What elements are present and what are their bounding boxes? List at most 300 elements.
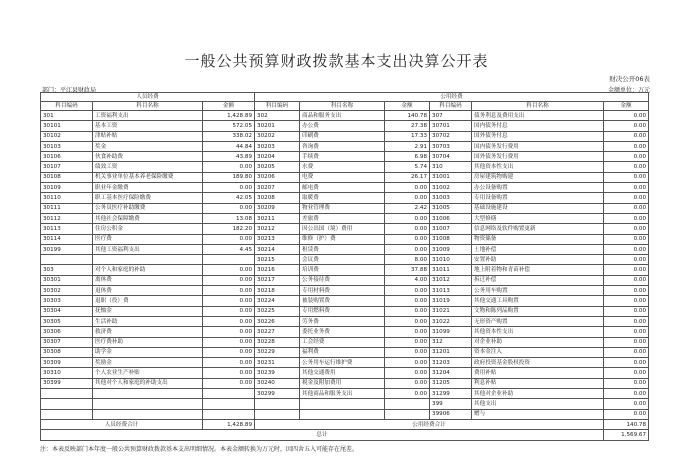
- table-cell: 2.42: [385, 203, 430, 213]
- table-cell: 31022: [430, 316, 472, 326]
- table-cell: 30111: [41, 203, 93, 213]
- table-cell: 30307: [41, 337, 93, 347]
- table-cell: 30203: [255, 141, 300, 151]
- table-cell: [385, 399, 430, 409]
- table-row: [41, 234, 649, 244]
- table-cell: 0.00: [385, 183, 430, 193]
- table-cell: 31012: [430, 275, 472, 285]
- table-cell: 140.78: [385, 111, 430, 121]
- grand-total-label: 总计: [41, 430, 604, 440]
- table-cell: 30306: [41, 327, 93, 337]
- table-cell: 1,428.89: [203, 111, 255, 121]
- table-row: [41, 131, 649, 141]
- table-cell: 30704: [430, 152, 472, 162]
- table-cell: 公务员医疗补助缴费: [93, 203, 203, 213]
- table-cell: 办公设备购置: [472, 183, 604, 193]
- table-cell: 27.38: [385, 121, 430, 131]
- table-cell: 0.00: [203, 368, 255, 378]
- table-cell: 30207: [255, 183, 300, 193]
- table-cell: 30114: [41, 234, 93, 244]
- table-cell: 奖金: [93, 141, 203, 151]
- table-cell: 办公费: [300, 121, 385, 131]
- table-cell: 0.00: [203, 337, 255, 347]
- table-cell: 咨询费: [300, 141, 385, 151]
- table-cell: 0.00: [604, 213, 649, 223]
- personnel-total-label: 人员经费合计: [41, 419, 203, 429]
- table-row: [41, 162, 649, 172]
- table-cell: 30308: [41, 347, 93, 357]
- table-cell: 0.00: [203, 316, 255, 326]
- table-cell: 0.00: [203, 378, 255, 388]
- table-cell: 公务接待费: [300, 275, 385, 285]
- column-header: 科目名称: [93, 102, 203, 111]
- table-cell: [255, 399, 300, 409]
- table-cell: 资本金注入: [472, 347, 604, 357]
- table-cell: 31205: [430, 378, 472, 388]
- table-row: [41, 286, 649, 296]
- table-row: [41, 296, 649, 306]
- table-cell: [203, 255, 255, 265]
- table-cell: [203, 399, 255, 409]
- table-cell: 30701: [430, 121, 472, 131]
- table-cell: 委托业务费: [300, 327, 385, 337]
- table-cell: 职业年金缴费: [93, 183, 203, 193]
- table-cell: 31021: [430, 306, 472, 316]
- table-cell: 43.89: [203, 152, 255, 162]
- table-cell: 0.00: [203, 234, 255, 244]
- table-row: [41, 183, 649, 193]
- table-row: [41, 244, 649, 254]
- table-row: [41, 378, 649, 388]
- table-cell: 0.00: [385, 296, 430, 306]
- table-cell: 302: [255, 111, 300, 121]
- table-cell: 其他对个人和家庭的补助支出: [93, 378, 203, 388]
- table-cell: 国外债务发行费用: [472, 152, 604, 162]
- table-cell: 费用补贴: [472, 368, 604, 378]
- table-cell: 专用燃料费: [300, 306, 385, 316]
- table-cell: 30108: [41, 172, 93, 182]
- table-row: [41, 337, 649, 347]
- table-cell: 助学金: [93, 347, 203, 357]
- table-cell: 绩效工资: [93, 162, 203, 172]
- table-cell: 189.80: [203, 172, 255, 182]
- table-row: [41, 275, 649, 285]
- table-cell: 31006: [430, 213, 472, 223]
- table-cell: 0.00: [604, 399, 649, 409]
- public-total-value: 140.78: [604, 419, 649, 429]
- table-cell: 基础设施建设: [472, 203, 604, 213]
- subtotal-row: [41, 419, 649, 429]
- table-cell: 对企业补助: [472, 337, 604, 347]
- table-row: [41, 152, 649, 162]
- table-cell: 0.00: [203, 265, 255, 275]
- table-row: [41, 327, 649, 337]
- table-cell: 对个人和家庭的补助: [93, 265, 203, 275]
- table-cell: 30217: [255, 275, 300, 285]
- table-row: [41, 213, 649, 223]
- table-cell: 商品和服务支出: [300, 111, 385, 121]
- table-cell: 0.00: [604, 347, 649, 357]
- table-cell: 0.00: [385, 286, 430, 296]
- table-cell: 30227: [255, 327, 300, 337]
- table-row: [41, 121, 649, 131]
- table-cell: 退职（役）费: [93, 296, 203, 306]
- table-cell: 被装购置费: [300, 296, 385, 306]
- table-cell: 公务用车运行维护费: [300, 358, 385, 368]
- table-cell: 会议费: [300, 255, 385, 265]
- table-cell: 30213: [255, 234, 300, 244]
- table-cell: 利息补贴: [472, 378, 604, 388]
- table-cell: 30226: [255, 316, 300, 326]
- table-row: [41, 172, 649, 182]
- table-cell: 30102: [41, 131, 93, 141]
- footnote: 注：本表反映部门本年度一般公共预算财政拨款基本支出明细情况。本表金额转换为万元时，因四舍五入可能存在尾差。: [40, 446, 359, 453]
- table-cell: 4.00: [385, 275, 430, 285]
- table-cell: 其他对企业补助: [472, 389, 604, 399]
- table-cell: 0.00: [203, 327, 255, 337]
- table-cell: 30702: [430, 131, 472, 141]
- table-cell: 0.00: [385, 389, 430, 399]
- table-cell: 30211: [255, 213, 300, 223]
- table-cell: 0.00: [385, 316, 430, 326]
- table-cell: [41, 409, 93, 419]
- table-cell: 6.98: [385, 152, 430, 162]
- table-cell: 抚恤金: [93, 306, 203, 316]
- table-cell: 0.00: [604, 378, 649, 388]
- table-cell: 30112: [41, 213, 93, 223]
- table-cell: 30209: [255, 203, 300, 213]
- table-cell: 其他交通工具购置: [472, 296, 604, 306]
- table-cell: 30218: [255, 286, 300, 296]
- table-cell: [41, 389, 93, 399]
- table-cell: 个人农业生产补贴: [93, 368, 203, 378]
- table-cell: 因公出国（境）费用: [300, 224, 385, 234]
- table-cell: 0.00: [604, 193, 649, 203]
- table-cell: 安置补助: [472, 255, 604, 265]
- table-cell: 30204: [255, 152, 300, 162]
- table-cell: 0.00: [604, 183, 649, 193]
- table-cell: 0.00: [604, 286, 649, 296]
- table-cell: 物业管理费: [300, 203, 385, 213]
- table-cell: 0.00: [604, 316, 649, 326]
- table-cell: 机关事业单位基本养老保险缴费: [93, 172, 203, 182]
- column-header: 金额: [604, 102, 649, 111]
- table-cell: 338.02: [203, 131, 255, 141]
- column-header: 科目编码: [430, 102, 472, 111]
- column-header: 科目编码: [41, 102, 93, 111]
- table-cell: 0.00: [604, 389, 649, 399]
- table-cell: 37.88: [385, 265, 430, 275]
- table-cell: 0.00: [203, 203, 255, 213]
- table-row: [41, 368, 649, 378]
- table-cell: [93, 409, 203, 419]
- department-label: 部门：平江县财政局: [42, 87, 97, 94]
- table-cell: 30310: [41, 368, 93, 378]
- table-cell: 30224: [255, 296, 300, 306]
- table-cell: 13.08: [203, 213, 255, 223]
- table-row: [41, 389, 649, 399]
- table-cell: 印刷费: [300, 131, 385, 141]
- table-cell: 0.00: [604, 409, 649, 419]
- table-cell: 8.00: [385, 255, 430, 265]
- table-cell: 31002: [430, 183, 472, 193]
- table-cell: 租赁费: [300, 244, 385, 254]
- table-row: [41, 347, 649, 357]
- table-cell: 0.00: [203, 306, 255, 316]
- table-cell: 水费: [300, 162, 385, 172]
- table-cell: 30214: [255, 244, 300, 254]
- table-cell: 0.00: [604, 172, 649, 182]
- table-row: [41, 306, 649, 316]
- table-cell: 电费: [300, 172, 385, 182]
- table-cell: 31005: [430, 203, 472, 213]
- table-cell: 其他工资福利支出: [93, 244, 203, 254]
- table-cell: 30113: [41, 224, 93, 234]
- table-cell: 31299: [430, 389, 472, 399]
- table-cell: 其他商品和服务支出: [300, 389, 385, 399]
- table-cell: 0.00: [604, 152, 649, 162]
- table-cell: 30201: [255, 121, 300, 131]
- table-cell: 31001: [430, 172, 472, 182]
- table-cell: [93, 399, 203, 409]
- table-cell: 信息网络及软件购置更新: [472, 224, 604, 234]
- table-cell: 31007: [430, 224, 472, 234]
- table-cell: 其他社会保障缴费: [93, 213, 203, 223]
- table-cell: 0.00: [604, 224, 649, 234]
- table-cell: 0.00: [604, 275, 649, 285]
- table-cell: [41, 399, 93, 409]
- table-cell: 301: [41, 111, 93, 121]
- expenditure-table: [40, 92, 649, 441]
- table-cell: 30302: [41, 286, 93, 296]
- table-cell: 30199: [41, 244, 93, 254]
- table-cell: 0.00: [604, 306, 649, 316]
- table-cell: 0.00: [604, 203, 649, 213]
- table-cell: 国内债务付息: [472, 121, 604, 131]
- column-header: 科目编码: [255, 102, 300, 111]
- table-cell: 劳务费: [300, 316, 385, 326]
- table-cell: 44.84: [203, 141, 255, 151]
- table-cell: 工会经费: [300, 337, 385, 347]
- table-cell: 0.00: [203, 358, 255, 368]
- table-cell: 30216: [255, 265, 300, 275]
- table-cell: 30228: [255, 337, 300, 347]
- table-cell: 房屋建筑物购建: [472, 172, 604, 182]
- table-cell: 0.00: [604, 234, 649, 244]
- table-cell: 30231: [255, 358, 300, 368]
- table-cell: 国外债务付息: [472, 131, 604, 141]
- table-cell: [93, 255, 203, 265]
- table-cell: 30110: [41, 193, 93, 203]
- table-cell: 0.00: [604, 162, 649, 172]
- table-cell: 30399: [41, 378, 93, 388]
- column-header: 科目名称: [300, 102, 385, 111]
- table-cell: [93, 389, 203, 399]
- table-cell: 大型修缮: [472, 213, 604, 223]
- table-cell: 维修（护）费: [300, 234, 385, 244]
- table-cell: 30205: [255, 162, 300, 172]
- table-cell: 5.74: [385, 162, 430, 172]
- table-cell: 30101: [41, 121, 93, 131]
- table-cell: 30239: [255, 368, 300, 378]
- table-cell: 离休费: [93, 275, 203, 285]
- table-cell: 30106: [41, 152, 93, 162]
- table-cell: 310: [430, 162, 472, 172]
- form-code: 财决公开06表: [609, 75, 650, 83]
- table-cell: 0.00: [604, 327, 649, 337]
- table-cell: 0.00: [203, 275, 255, 285]
- table-cell: 399: [430, 399, 472, 409]
- table-cell: 工资福利支出: [93, 111, 203, 121]
- grand-total-row: [41, 430, 649, 440]
- table-cell: 31011: [430, 265, 472, 275]
- table-cell: 0.00: [203, 162, 255, 172]
- table-row: [41, 255, 649, 265]
- table-row: [41, 316, 649, 326]
- table-cell: 30208: [255, 193, 300, 203]
- table-cell: 退休费: [93, 286, 203, 296]
- table-cell: [203, 389, 255, 399]
- table-cell: 26.17: [385, 172, 430, 182]
- table-cell: 0.00: [604, 368, 649, 378]
- table-cell: 医疗费补助: [93, 337, 203, 347]
- table-row: [41, 265, 649, 275]
- table-cell: 0.00: [385, 213, 430, 223]
- table-cell: 住房公积金: [93, 224, 203, 234]
- column-header: 金额: [203, 102, 255, 111]
- table-cell: 30309: [41, 358, 93, 368]
- table-cell: 无形资产购置: [472, 316, 604, 326]
- table-cell: [255, 409, 300, 419]
- table-cell: 31003: [430, 193, 472, 203]
- table-cell: 专用材料费: [300, 286, 385, 296]
- table-row: [41, 224, 649, 234]
- table-cell: 0.00: [604, 131, 649, 141]
- table-cell: 0.00: [385, 337, 430, 347]
- table-cell: 0.00: [203, 347, 255, 357]
- table-cell: 30299: [255, 389, 300, 399]
- table-cell: 31013: [430, 286, 472, 296]
- table-cell: 0.00: [203, 183, 255, 193]
- grand-total-value: 1,569.67: [604, 430, 649, 440]
- table-cell: 公务用车购置: [472, 286, 604, 296]
- table-cell: [41, 255, 93, 265]
- table-cell: 0.00: [604, 111, 649, 121]
- table-row: [41, 409, 649, 419]
- table-cell: 39906: [430, 409, 472, 419]
- table-cell: 42.05: [203, 193, 255, 203]
- page-title: 一般公共预算财政拨款基本支出决算公开表: [184, 52, 489, 70]
- table-cell: 30206: [255, 172, 300, 182]
- public-total-label: 公用经费合计: [255, 419, 604, 429]
- table-cell: 30215: [255, 255, 300, 265]
- table-cell: 0.00: [385, 358, 430, 368]
- table-cell: 312: [430, 337, 472, 347]
- table-cell: 30703: [430, 141, 472, 151]
- table-cell: 31010: [430, 255, 472, 265]
- section-personnel: 人员经费: [41, 93, 255, 102]
- table-cell: 182.20: [203, 224, 255, 234]
- table-cell: 生活补助: [93, 316, 203, 326]
- table-cell: 0.00: [385, 244, 430, 254]
- table-cell: 专用设备购置: [472, 193, 604, 203]
- table-cell: 30212: [255, 224, 300, 234]
- table-cell: 0.00: [385, 306, 430, 316]
- table-cell: 职工基本医疗保险缴费: [93, 193, 203, 203]
- table-cell: 31009: [430, 244, 472, 254]
- table-cell: 手续费: [300, 152, 385, 162]
- table-cell: 0.00: [385, 378, 430, 388]
- table-cell: 0.00: [385, 234, 430, 244]
- table-cell: 取暖费: [300, 193, 385, 203]
- table-cell: 0.00: [385, 368, 430, 378]
- table-row: [41, 358, 649, 368]
- section-public: 公用经费: [255, 93, 649, 102]
- table-cell: 邮电费: [300, 183, 385, 193]
- table-cell: 17.33: [385, 131, 430, 141]
- table-row: [41, 193, 649, 203]
- table-cell: 0.00: [604, 337, 649, 347]
- table-row: [41, 111, 649, 121]
- table-cell: [300, 399, 385, 409]
- table-cell: 30103: [41, 141, 93, 151]
- table-row: [41, 399, 649, 409]
- table-cell: 303: [41, 265, 93, 275]
- table-row: [41, 203, 649, 213]
- table-cell: 0.00: [385, 347, 430, 357]
- table-cell: 税金及附加费用: [300, 378, 385, 388]
- table-cell: [300, 409, 385, 419]
- table-cell: 福利费: [300, 347, 385, 357]
- table-cell: 0.00: [604, 255, 649, 265]
- unit-label: 金额单位：万元: [607, 87, 650, 94]
- table-cell: 国内债务发行费用: [472, 141, 604, 151]
- table-cell: 2.91: [385, 141, 430, 151]
- table-cell: 31201: [430, 347, 472, 357]
- column-header: 科目名称: [472, 102, 604, 111]
- table-cell: 其他资本性支出: [472, 327, 604, 337]
- table-cell: 31203: [430, 358, 472, 368]
- table-cell: 30225: [255, 306, 300, 316]
- table-cell: 30303: [41, 296, 93, 306]
- table-cell: 0.00: [604, 141, 649, 151]
- table-cell: 30229: [255, 347, 300, 357]
- table-cell: 地上附着物和青苗补偿: [472, 265, 604, 275]
- table-cell: 津贴补贴: [93, 131, 203, 141]
- table-cell: 0.00: [203, 286, 255, 296]
- table-cell: 0.00: [385, 193, 430, 203]
- table-cell: 0.00: [385, 327, 430, 337]
- table-cell: 其他资本性支出: [472, 162, 604, 172]
- table-cell: 其他支出: [472, 399, 604, 409]
- table-row: [41, 141, 649, 151]
- table-cell: 基本工资: [93, 121, 203, 131]
- table-cell: 差旅费: [300, 213, 385, 223]
- table-cell: 0.00: [203, 296, 255, 306]
- table-cell: 拆迁补偿: [472, 275, 604, 285]
- table-cell: 救济费: [93, 327, 203, 337]
- table-cell: 30305: [41, 316, 93, 326]
- table-cell: 572.05: [203, 121, 255, 131]
- table-cell: 30109: [41, 183, 93, 193]
- table-cell: [385, 409, 430, 419]
- table-cell: 其他交通费用: [300, 368, 385, 378]
- table-cell: 4.45: [203, 244, 255, 254]
- table-cell: 31204: [430, 368, 472, 378]
- table-cell: 0.00: [604, 244, 649, 254]
- table-cell: 土地补偿: [472, 244, 604, 254]
- table-cell: 31099: [430, 327, 472, 337]
